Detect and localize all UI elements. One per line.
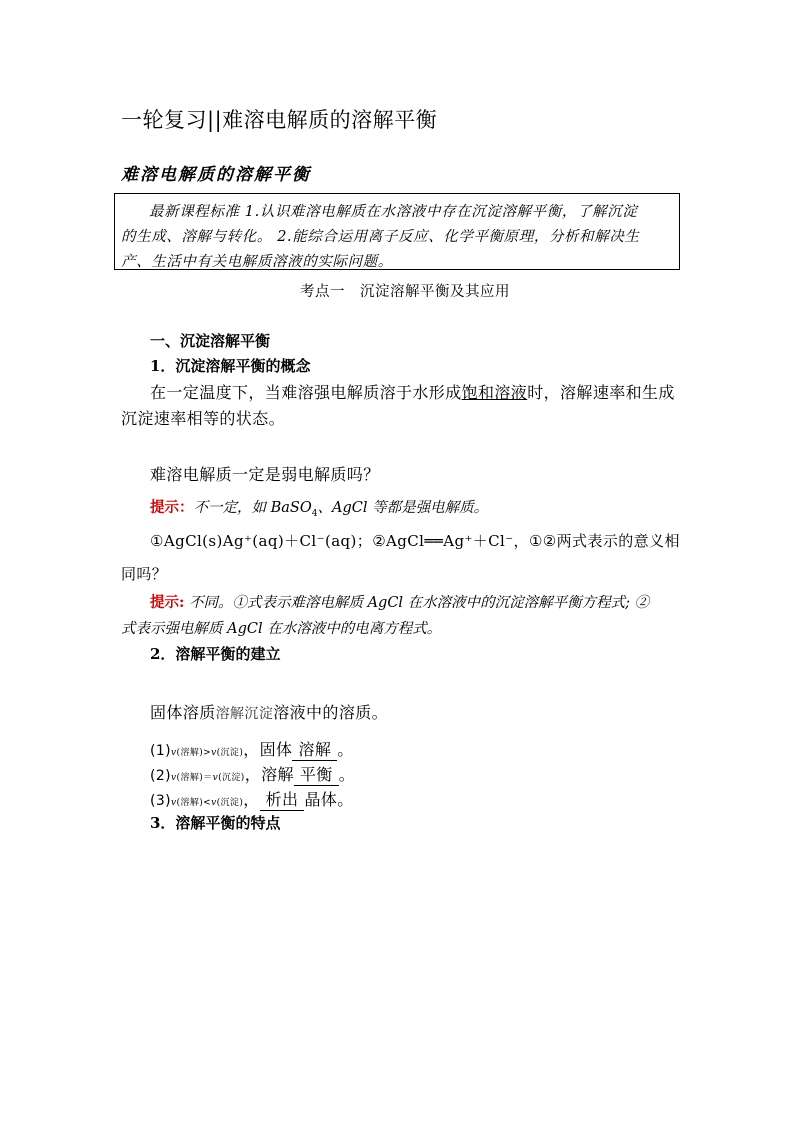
case-1-operator: > [203, 748, 212, 758]
hint-1-subscript: 4 [311, 508, 318, 519]
establish-text-a: 固体溶质 [150, 703, 216, 722]
case-3 [150, 787, 354, 811]
dissolve-arrow-label: 溶解 [215, 706, 245, 722]
standard-line-2: 的生成、溶解与转化。 2.能综合运用离子反应、化学平衡原理，分析和解决生 [121, 229, 640, 245]
hint-1-text-a: 不一定，如 BaSO [193, 500, 312, 516]
case-3-sub2: (沉淀) [216, 798, 244, 808]
case-1-post: 。 [337, 740, 354, 759]
saturated-solution-term: 饱和溶液 [461, 383, 528, 402]
hint-2-line-1 [150, 591, 649, 612]
case-2-v1: v [171, 773, 177, 783]
concept-text-b: 时，溶解速率和生成 [527, 383, 675, 402]
establish-text-b: 溶液中的溶质。 [273, 703, 389, 722]
case-2-operator: ＝ [203, 773, 213, 783]
case-1-v1: v [171, 748, 177, 758]
case-1-blank: 溶解 [292, 737, 337, 761]
concept-text-a: 在一定温度下，当难溶强电解质溶于水形成 [150, 383, 462, 402]
case-1-pre: ，固体 [243, 740, 293, 759]
concept-line-2: 沉淀速率相等的状态。 [121, 409, 286, 428]
question-2-line-1: ①AgCl(s)Ag⁺(aq)＋Cl⁻(aq)；②AgCl══Ag⁺＋Cl⁻，①②两式表示的意义相 [150, 532, 680, 550]
case-3-v2: v [211, 798, 217, 808]
case-2 [150, 762, 355, 786]
section-heading-1: 一、沉淀溶解平衡 [150, 332, 271, 350]
case-2-v2: v [212, 773, 219, 783]
hint-2-text-1: 不同。①式表示难溶电解质 AgCl 在水溶液中的沉淀溶解平衡方程式; ② [184, 595, 650, 611]
hint-2-line-2: 式表示强电解质 AgCl 在水溶液中的电离方程式。 [121, 621, 442, 637]
case-2-blank: 平衡 [294, 762, 339, 786]
subsection-heading-3: 3．溶解平衡的特点 [150, 814, 281, 832]
question-2-line-2: 同吗？ [121, 565, 168, 583]
case-2-sub2: (沉淀) [218, 773, 245, 783]
case-3-sub1: (溶解) [176, 798, 204, 808]
subsection-heading-1: 1．沉淀溶解平衡的概念 [150, 357, 311, 375]
hint-1 [150, 496, 488, 519]
hint-2-label: 提示: [150, 594, 185, 611]
page-title: 一轮复习||难溶电解质的溶解平衡 [121, 108, 438, 132]
hint-1-text-b: 、AgCl 等都是强电解质。 [317, 500, 489, 516]
case-1 [150, 737, 354, 761]
kaodian-heading: 考点一 沉淀溶解平衡及其应用 [300, 284, 510, 300]
case-3-blank: 析出 [260, 787, 305, 811]
establish-line [150, 700, 388, 723]
curriculum-standard-box [114, 193, 680, 270]
precipitate-arrow-label: 沉淀 [244, 706, 274, 722]
question-1: 难溶电解质一定是弱电解质吗？ [150, 465, 380, 484]
case-1-v2: v [211, 748, 217, 758]
case-2-post: 。 [338, 765, 356, 784]
case-1-sub1: (溶解) [176, 748, 204, 758]
case-3-operator: < [203, 798, 212, 808]
case-3-number: (3) [150, 793, 172, 809]
case-1-number: (1) [150, 743, 172, 759]
case-3-post: 晶体。 [304, 790, 354, 809]
case-1-sub2: (沉淀) [216, 748, 244, 758]
standard-line-3: 产、生活中有关电解质溶液的实际问题。 [121, 254, 393, 270]
section-subtitle: 难溶电解质的溶解平衡 [121, 165, 311, 185]
subsection-heading-2: 2．溶解平衡的建立 [150, 645, 281, 663]
case-2-pre: ，溶解 [244, 765, 294, 784]
case-2-sub1: (溶解) [176, 773, 204, 783]
case-3-pre: ， [243, 790, 260, 809]
hint-1-label: 提示： [150, 499, 194, 516]
standard-line-1: 最新课程标准 1.认识难溶电解质在水溶液中存在沉淀溶解平衡，了解沉淀 [149, 204, 638, 220]
concept-line-1 [150, 380, 675, 403]
case-3-v1: v [171, 798, 177, 808]
case-2-number: (2) [150, 768, 172, 784]
